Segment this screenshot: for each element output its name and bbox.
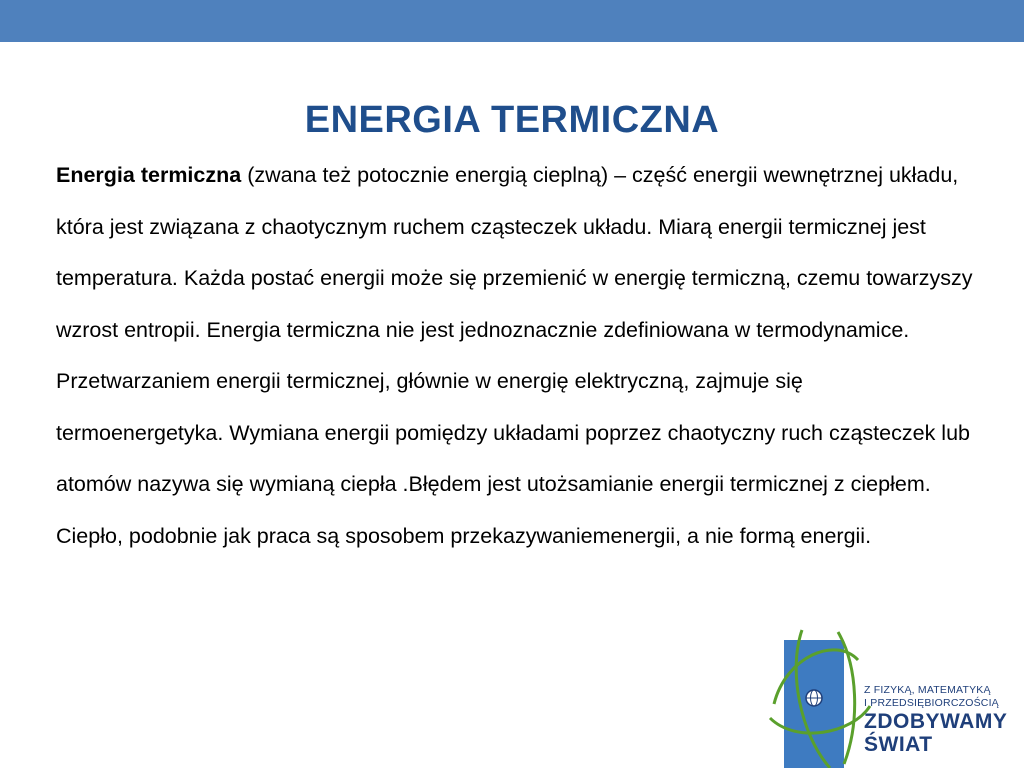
body-text: (zwana też potocznie energią cieplną) – część energii wewnętrznej układu, która jest związana z chaotycznym ruchem cząsteczek układu. Miarą energii termicznej jest temperatura. Każda postać energii może się przemienić w energię termiczną, czemu towarzyszy wzrost entropii. Energia termiczna nie jest jednoznacznie zdefiniowana w termodynamice. Przetwarzaniem energii termicznej, głównie w energię elektryczną, zajmuje się termoenergetyka. Wymiana energii pomiędzy układami poprzez chaotyczny ruch cząsteczek lub atomów nazywa się wymianą ciepła .Błędem jest utożsamianie energii termicznej z ciepłem. Ciepło, podobnie jak praca są sposobem przekazywaniemenergii, a nie formą energii. xyxy=(56,163,973,548)
slide-title: ENERGIA TERMICZNA xyxy=(304,99,720,142)
body-paragraph xyxy=(56,150,976,562)
project-logo xyxy=(766,626,1024,768)
logo-line-3: ZDOBYWAMY xyxy=(864,710,1008,733)
logo-line-2: I PRZEDSIĘBIORCZOŚCIĄ xyxy=(864,697,999,709)
logo-line-4: ŚWIAT xyxy=(864,733,933,756)
top-accent-bar xyxy=(0,0,1024,42)
body-lead-bold: Energia termiczna xyxy=(56,163,242,187)
logo-line-1: Z FIZYKĄ, MATEMATYKĄ xyxy=(864,684,991,696)
